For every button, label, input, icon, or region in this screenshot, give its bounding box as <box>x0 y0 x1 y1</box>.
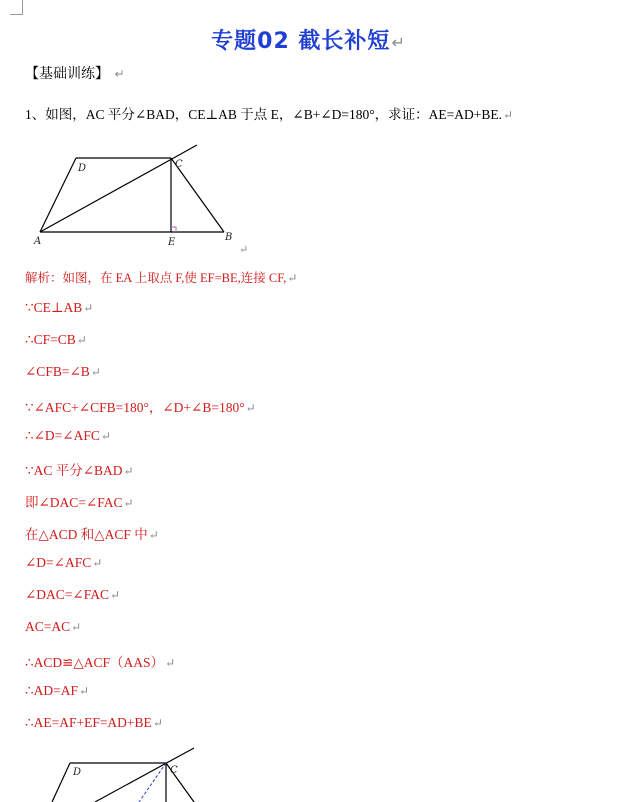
label-b: B <box>225 232 233 243</box>
solution-line: ∴ACD≌△ACF（AAS）↵ <box>25 654 176 670</box>
solution-line: AC=AC↵ <box>25 618 82 634</box>
solution-line: ∵AC 平分∠BAD↵ <box>25 463 134 479</box>
solution-line: 即∠DAC=∠FAC↵ <box>25 495 134 511</box>
solution-line: ∴AD=AF↵ <box>25 682 90 698</box>
solution-line: ∴AE=AF+EF=AD+BE↵ <box>25 714 163 730</box>
solution-line: ∠D=∠AFC↵ <box>25 555 103 571</box>
solution-line: ∴∠D=∠AFC↵ <box>25 427 111 443</box>
solution-line: 在△ACD 和△ACF 中↵ <box>25 527 159 543</box>
label-c: C <box>175 159 183 170</box>
figure-paragraph-mark: ↵ <box>239 244 249 256</box>
label-d-2: D <box>73 767 82 778</box>
right-angle-mark <box>171 227 176 232</box>
figure-1 <box>33 145 248 256</box>
label-e: E <box>168 237 176 248</box>
figure-2 <box>52 748 194 802</box>
solution-line: ∠DAC=∠FAC↵ <box>25 587 121 602</box>
label-c-2: C <box>170 765 178 776</box>
solution-line: ∵CE⊥AB↵ <box>25 299 94 315</box>
solution-line: ∵∠AFC+∠CFB=180°，∠D+∠B=180°↵ <box>25 399 256 415</box>
problem-statement: 1、如图，AC 平分∠BAD，CE⊥AB 于点 E，∠B+∠D=180°，求证：AE=AD+BE.↵ <box>25 107 514 122</box>
solution-line: ∠CFB=∠B↵ <box>25 363 101 379</box>
segment-cf-dashed <box>139 763 166 802</box>
segment-ad <box>40 158 76 232</box>
segment-ad-2 <box>52 763 70 802</box>
label-a: A <box>34 236 42 247</box>
solution-line: ∴CF=CB↵ <box>25 331 87 347</box>
label-d: D <box>78 163 87 174</box>
section-label: 【基础训练】 ↵ <box>25 66 125 82</box>
solution-line: 解析：如图，在 EA 上取点 F,使 EF=BE,连接 CF,↵ <box>25 271 298 285</box>
page-title: 专题02 截长补短↵ <box>211 29 406 54</box>
